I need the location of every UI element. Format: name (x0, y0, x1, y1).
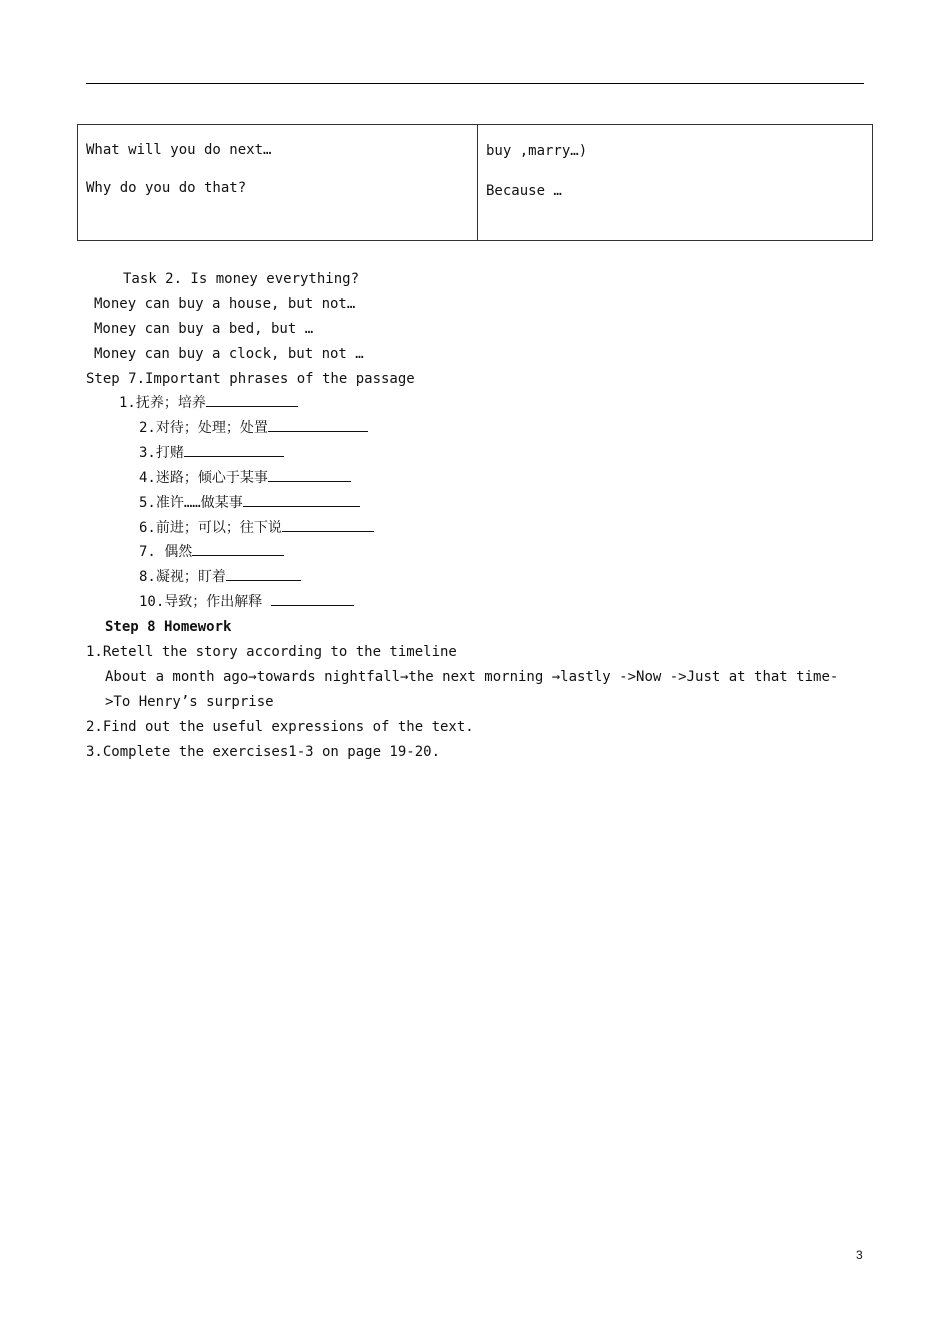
phrase-text: 2.对待；处理；处置 (139, 420, 268, 436)
phrase-text: 1.抚养；培养 (119, 395, 206, 411)
table-text: What will you do next… (86, 142, 272, 158)
task2-line: Money can buy a bed, but … (94, 321, 314, 337)
table-cell-right (478, 125, 873, 241)
phrase-text: 10.导致；作出解释 (139, 594, 271, 610)
answer-blank[interactable] (268, 419, 368, 432)
phrase-item (139, 519, 374, 537)
homework-item: 3.Complete the exercises1-3 on page 19-20. (86, 744, 441, 760)
phrase-text: 5.准许……做某事 (139, 495, 243, 511)
phrase-text: 7. 偶然 (139, 544, 193, 560)
answer-blank[interactable] (206, 394, 298, 407)
phrase-item (139, 444, 284, 462)
timeline-line: About a month ago→towards nightfall→the next morning →lastly ->Now ->Just at that time- (105, 669, 839, 685)
answer-blank[interactable] (184, 444, 284, 457)
header-rule (86, 83, 864, 84)
phrase-item (139, 593, 354, 611)
phrase-item (139, 543, 284, 561)
table-text: Why do you do that? (86, 180, 247, 196)
table-text: buy ,marry…) (486, 143, 588, 159)
table-cell-left (78, 125, 478, 241)
table-text: Because … (486, 183, 562, 199)
step8-title: Step 8 Homework (105, 619, 232, 635)
phrase-item (139, 419, 368, 437)
answer-blank[interactable] (282, 519, 374, 532)
timeline-line: >To Henry’s surprise (105, 694, 274, 710)
homework-item: 2.Find out the useful expressions of the text. (86, 719, 474, 735)
phrase-item (119, 394, 298, 412)
answer-blank[interactable] (226, 568, 301, 581)
phrase-text: 8.凝视；盯着 (139, 569, 226, 585)
phrase-item (139, 568, 301, 586)
phrase-text: 3.打赌 (139, 445, 184, 461)
answer-blank[interactable] (268, 469, 351, 482)
answer-blank[interactable] (192, 543, 284, 556)
homework-item: 1.Retell the story according to the timeline (86, 644, 457, 660)
answer-blank[interactable] (243, 494, 360, 507)
phrase-item (139, 469, 351, 487)
page-number: 3 (856, 1248, 863, 1262)
task2-line: Money can buy a clock, but not … (94, 346, 364, 362)
phrase-text: 6.前进；可以；往下说 (139, 520, 282, 536)
task2-title: Task 2. Is money everything? (123, 271, 360, 287)
task2-line: Money can buy a house, but not… (94, 296, 356, 312)
step7-title: Step 7.Important phrases of the passage (86, 371, 415, 387)
answer-blank[interactable] (271, 593, 354, 606)
phrase-item (139, 494, 360, 512)
phrase-text: 4.迷路；倾心于某事 (139, 470, 268, 486)
question-answer-table (77, 124, 873, 241)
